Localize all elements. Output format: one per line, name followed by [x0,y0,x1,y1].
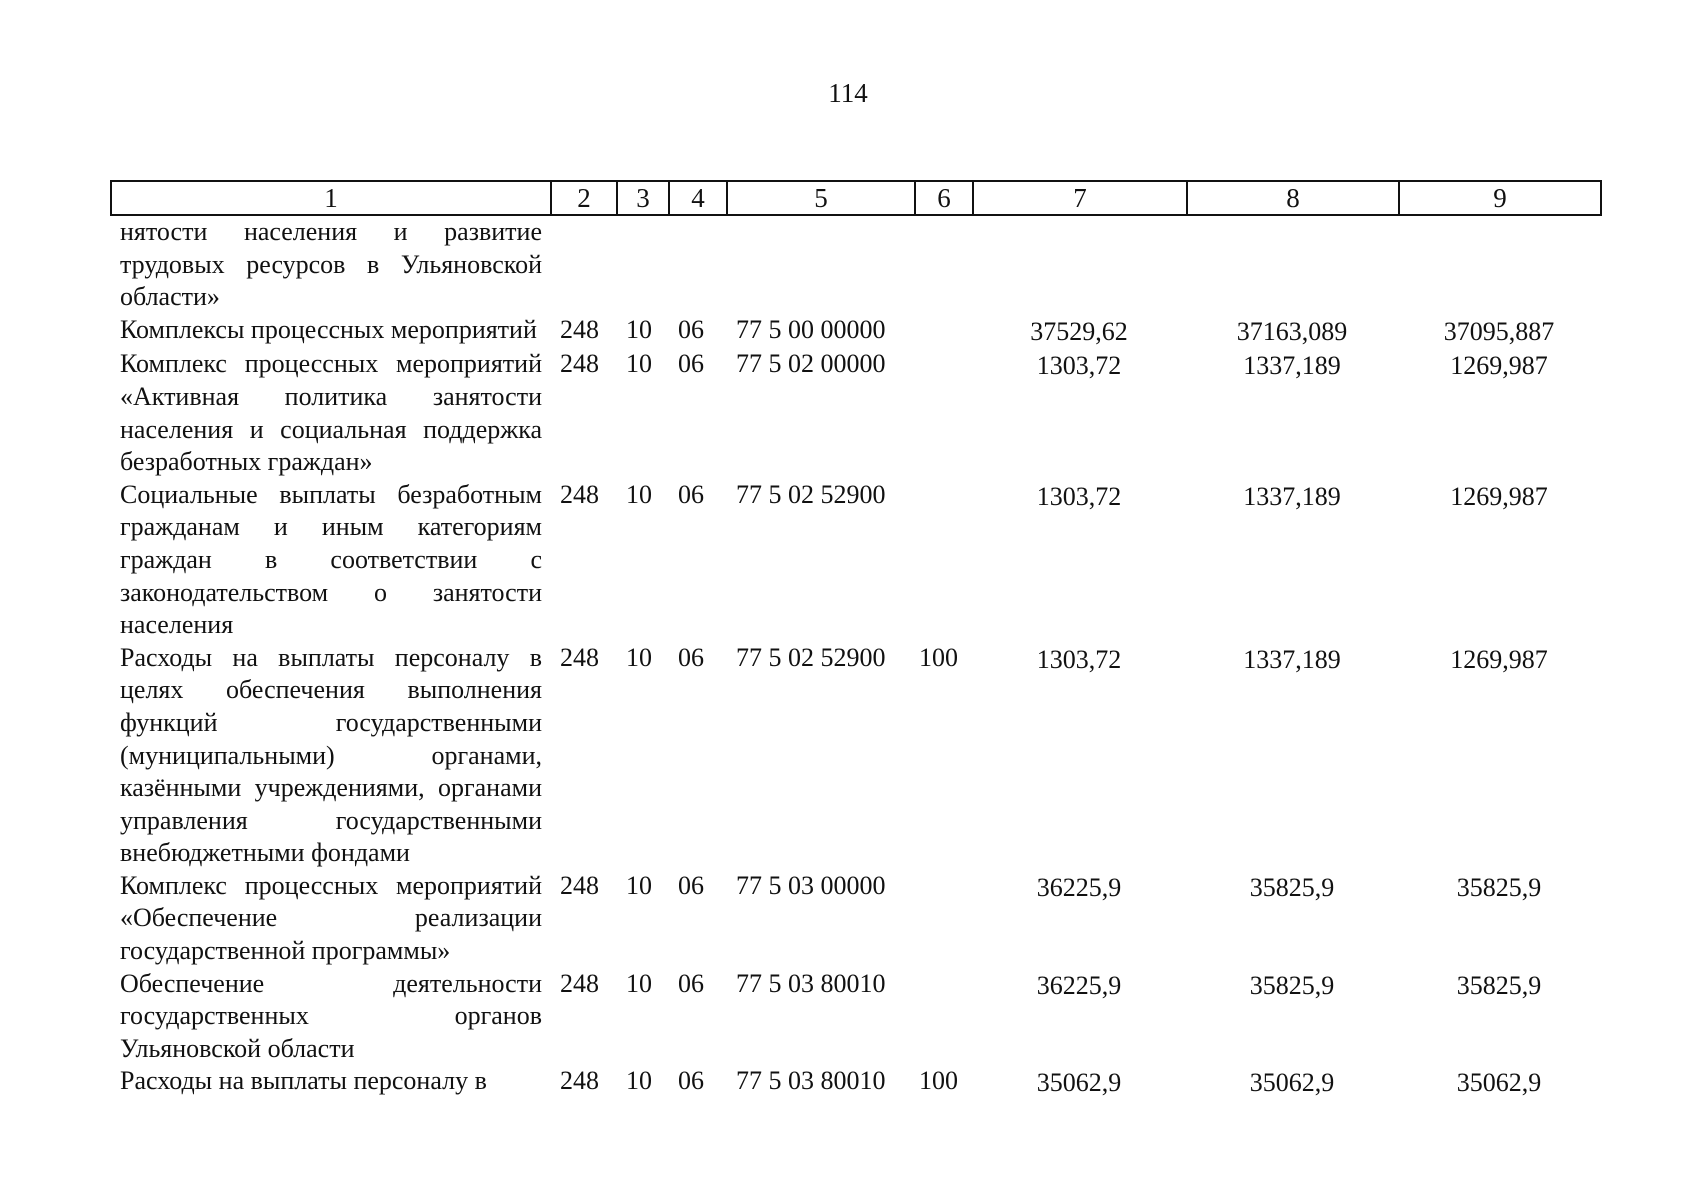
cell-col-3: 10 [626,349,652,379]
row-description: Обеспечение деятельности государственных органов Ульяновской области [120,968,542,1063]
cell-col-7: 1303,72 [1036,351,1122,381]
cell-col-3: 10 [626,968,652,998]
cell-col-3: 10 [626,642,652,672]
header-col-1: 1 [111,181,551,215]
cell-col-4: 06 [678,349,704,379]
header-col-3: 3 [617,181,669,215]
table-row [110,870,1600,968]
cell-col-4 [668,216,726,314]
row-description: Комплекс процессных мероприятий «Активная политика занятости населения и социальная поддержка безработных граждан» [120,349,542,477]
cell-col-6: 100 [919,1066,958,1096]
table-row [110,314,1600,349]
budget-table [110,216,1600,1100]
cell-col-4: 06 [678,968,704,998]
header-col-4: 4 [669,181,727,215]
cell-col-2: 248 [560,968,599,998]
cell-col-9: 35825,9 [1456,872,1542,902]
cell-col-2: 248 [560,870,599,900]
cell-col-2: 248 [560,479,599,509]
cell-col-7: 1303,72 [1036,481,1122,511]
table-header [110,180,1602,216]
cell-col-6 [914,479,972,642]
header-col-7: 7 [973,181,1187,215]
cell-col-6 [914,870,972,968]
table-row [110,642,1600,870]
cell-col-8: 1337,189 [1243,644,1341,674]
cell-col-5: 77 5 02 52900 [736,479,886,509]
cell-col-6 [914,314,972,349]
cell-col-9: 35825,9 [1456,970,1542,1000]
row-description: нятости населения и развитие трудовых ресурсов в Ульяновской области» [120,217,542,312]
cell-col-8: 35825,9 [1249,872,1335,902]
cell-col-3 [616,216,668,314]
header-col-8: 8 [1187,181,1399,215]
cell-col-5: 77 5 00 00000 [736,314,886,344]
cell-col-7: 37529,62 [1030,316,1128,346]
cell-col-4: 06 [678,1066,704,1096]
cell-col-6: 100 [919,642,958,672]
cell-col-7 [972,216,1186,314]
row-description: Социальные выплаты безработным гражданам и иным категориям граждан в соответствии с законодательством о занятости населения [120,479,542,640]
row-description: Комплексы процессных мероприятий [120,314,537,344]
cell-col-3: 10 [626,870,652,900]
table-row [110,216,1600,314]
cell-col-2: 248 [560,642,599,672]
cell-col-5: 77 5 03 80010 [736,1066,886,1096]
table-row [110,479,1600,642]
row-description: Комплекс процессных мероприятий «Обеспечение реализации государственной программы» [120,870,542,966]
cell-col-6 [914,348,972,478]
cell-col-5: 77 5 02 00000 [736,349,886,379]
header-col-9: 9 [1399,181,1601,215]
cell-col-3: 10 [626,314,652,344]
cell-col-4: 06 [678,870,704,900]
cell-col-8: 35062,9 [1249,1068,1335,1098]
cell-col-3: 10 [626,479,652,509]
cell-col-8: 1337,189 [1243,351,1341,381]
cell-col-7: 1303,72 [1036,644,1122,674]
header-col-6: 6 [915,181,973,215]
cell-col-5 [726,216,914,314]
table-row [110,348,1600,478]
cell-col-2: 248 [560,314,599,344]
cell-col-8: 1337,189 [1243,481,1341,511]
cell-col-8: 35825,9 [1249,970,1335,1000]
cell-col-6 [914,216,972,314]
table-row [110,1065,1600,1100]
cell-col-2: 248 [560,349,599,379]
cell-col-9: 1269,987 [1450,481,1548,511]
cell-col-2: 248 [560,1066,599,1096]
cell-col-9 [1398,216,1600,314]
header-col-2: 2 [551,181,617,215]
cell-col-5: 77 5 03 00000 [736,870,886,900]
row-description: Расходы на выплаты персоналу в [120,1066,487,1096]
cell-col-7: 36225,9 [1036,970,1122,1000]
page-number: 114 [828,78,868,108]
cell-col-2 [550,216,616,314]
cell-col-7: 36225,9 [1036,872,1122,902]
header-col-5: 5 [727,181,915,215]
cell-col-8 [1186,216,1398,314]
cell-col-9: 37095,887 [1443,316,1555,346]
cell-col-3: 10 [626,1066,652,1096]
cell-col-8: 37163,089 [1236,316,1348,346]
table-row [110,968,1600,1066]
cell-col-4: 06 [678,642,704,672]
cell-col-9: 1269,987 [1450,644,1548,674]
cell-col-9: 35062,9 [1456,1068,1542,1098]
cell-col-5: 77 5 03 80010 [736,968,886,998]
cell-col-9: 1269,987 [1450,351,1548,381]
cell-col-5: 77 5 02 52900 [736,642,886,672]
cell-col-4: 06 [678,314,704,344]
cell-col-7: 35062,9 [1036,1068,1122,1098]
row-description: Расходы на выплаты персоналу в целях обеспечения выполнения функций государственными (муниципальными) органами, казёнными учреждениями, органами управления государственными внебюджетными фондами [120,642,542,868]
cell-col-4: 06 [678,479,704,509]
cell-col-6 [914,968,972,1066]
